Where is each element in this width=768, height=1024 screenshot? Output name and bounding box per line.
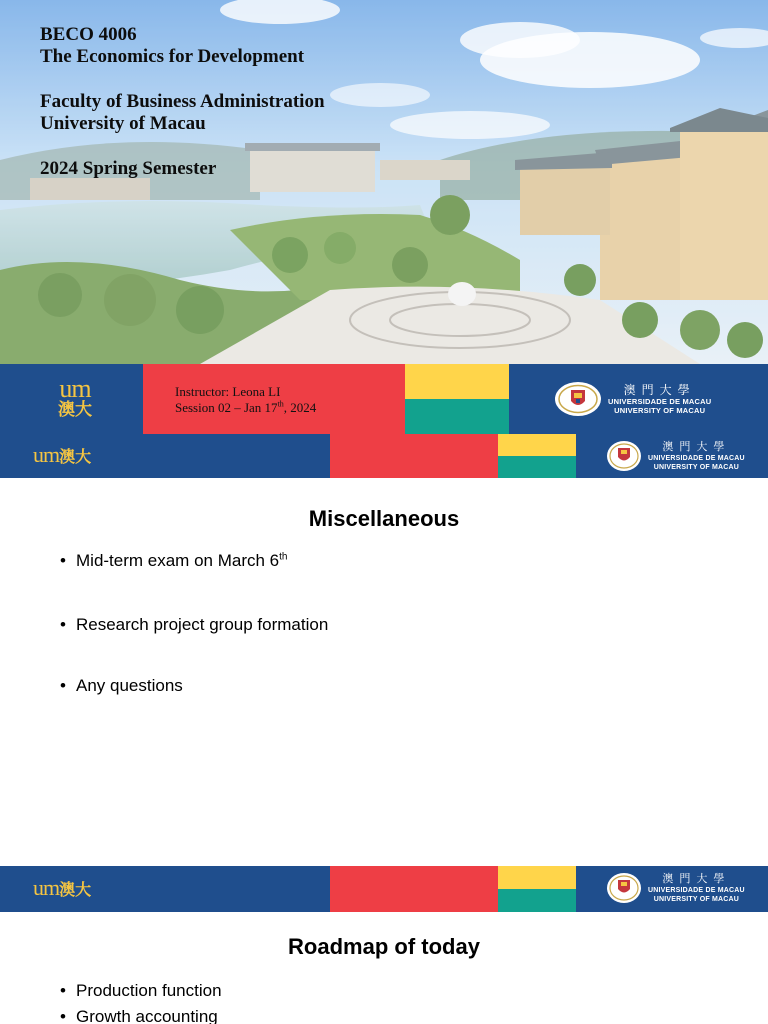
- university-crest-logo: 澳門大學 UNIVERSIDADE DE MACAU UNIVERSITY OF MACAU: [554, 381, 711, 417]
- crest-icon: [606, 872, 642, 904]
- faculty-name: Faculty of Business Administration: [40, 91, 325, 112]
- um-logo-inline: um澳大: [33, 442, 92, 467]
- roadmap-bullets: [60, 980, 222, 1024]
- bullet-item: • Mid-term exam on March 6th: [60, 550, 328, 572]
- university-crest-logo-small: 澳門大學 UNIVERSIDADE DE MACAU UNIVERSITY OF MACAU: [606, 440, 745, 472]
- brand-band: [0, 364, 768, 478]
- brand-band-slide3: [0, 866, 768, 912]
- crest-icon: [606, 440, 642, 472]
- um-logo-inline: um澳大: [33, 875, 92, 900]
- instructor-info: [175, 384, 316, 416]
- bullet-item: • Production function: [60, 980, 222, 1002]
- university-crest-logo-small: 澳門大學 UNIVERSIDADE DE MACAU UNIVERSITY OF MACAU: [606, 872, 745, 904]
- course-name: The Economics for Development: [40, 46, 305, 67]
- semester: 2024 Spring Semester: [40, 158, 217, 179]
- slide-title-miscellaneous: Miscellaneous: [308, 506, 460, 531]
- crest-icon: [554, 381, 602, 417]
- bullet-item: • Research project group formation: [60, 614, 328, 636]
- bullet-item: • Any questions: [60, 675, 328, 697]
- um-logo: um 澳大: [58, 374, 92, 419]
- title-slide: [0, 0, 768, 478]
- bullet-item: • Growth accounting: [60, 1006, 222, 1024]
- course-code: BECO 4006: [40, 24, 137, 45]
- instructor-line: Instructor: Leona LI: [175, 384, 281, 399]
- university-name: University of Macau: [40, 113, 206, 134]
- miscellaneous-bullets: [60, 550, 328, 697]
- session-line: Session 02 – Jan 17th, 2024: [175, 399, 317, 415]
- title-block: [40, 24, 325, 180]
- slide-title-roadmap: Roadmap of today: [288, 934, 480, 959]
